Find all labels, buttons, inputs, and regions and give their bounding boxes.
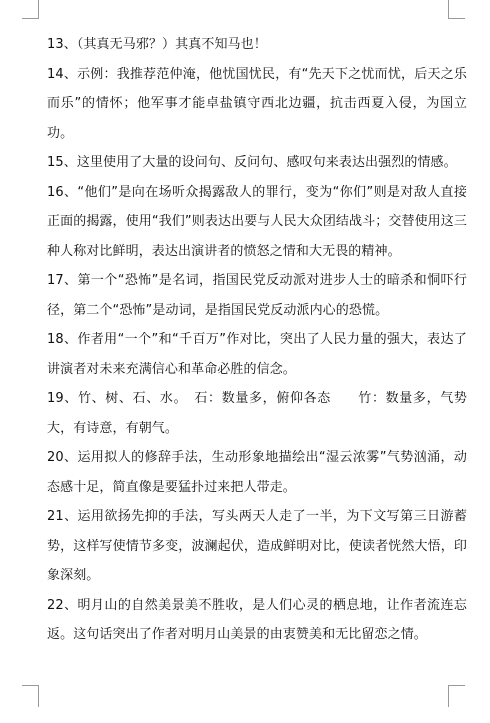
crop-mark-bottom-left-v — [38, 685, 39, 707]
answer-paragraph-22: 22、明月山的自然美景美不胜收，是人们心灵的栖息地，让作者流连忘返。这句话突出了作者对明月山美景的由衷赞美和无比留恋之情。 — [47, 597, 467, 642]
crop-mark-bottom-right-h — [448, 685, 465, 686]
document-body — [47, 30, 467, 650]
answer-paragraph-20: 20、运用拟人的修辞手法，生动形象地描绘出“湿云浓雾”气势汹涌，动态感十足，简直像是要猛扑过来把人带走。 — [47, 450, 467, 495]
answer-paragraph-18: 18、作者用“一个”和“千百万”作对比，突出了人民力量的强大，表达了讲演者对未来充满信心和革命必胜的信念。 — [47, 332, 467, 377]
crop-mark-top-left-h — [22, 18, 39, 19]
answer-paragraph-13: 13、（其真无马邪？）其真不知马也！ — [47, 37, 267, 52]
crop-mark-top-right-h — [448, 18, 465, 19]
answer-paragraph-15: 15、这里使用了大量的设问句、反问句、感叹句来表达出强烈的情感。 — [47, 155, 457, 170]
answer-paragraph-17: 17、第一个“恐怖”是名词，指国民党反动派对进步人士的暗杀和恫吓行径，第二个“恐怖”是动词，是指国民党反动派内心的恐慌。 — [47, 273, 467, 318]
answer-paragraph-14: 14、示例：我推荐范仲淹，他忧国忧民，有“先天下之忧而忧，后天之乐而乐”的情怀；他军事才能卓盐镇守西北边疆，抗击西夏入侵，为国立功。 — [47, 66, 467, 141]
crop-mark-bottom-right-v — [448, 685, 449, 707]
crop-mark-top-right-v — [448, 0, 449, 18]
crop-mark-bottom-left-h — [22, 685, 39, 686]
crop-mark-top-left-v — [38, 0, 39, 18]
answer-paragraph-21: 21、运用欲扬先抑的手法，写头两天人走了一半，为下文写第三日游蓄势，这样写使情节多变，波澜起伏，造成鲜明对比，使读者恍然大悟，印象深刻。 — [47, 509, 467, 583]
answer-paragraph-19: 19、竹、树、石、水。 石：数量多，俯仰各态 竹：数量多，气势大，有诗意，有朝气。 — [47, 391, 467, 436]
answer-paragraph-16: 16、“他们”是向在场听众揭露敌人的罪行，变为“你们”则是对敌人直接正面的揭露，使用“我们”则表达出要与人民大众团结战斗；交替使用这三种人称对比鲜明，表达出演讲者的愤怒之情和大无畏的精神。 — [47, 184, 467, 259]
